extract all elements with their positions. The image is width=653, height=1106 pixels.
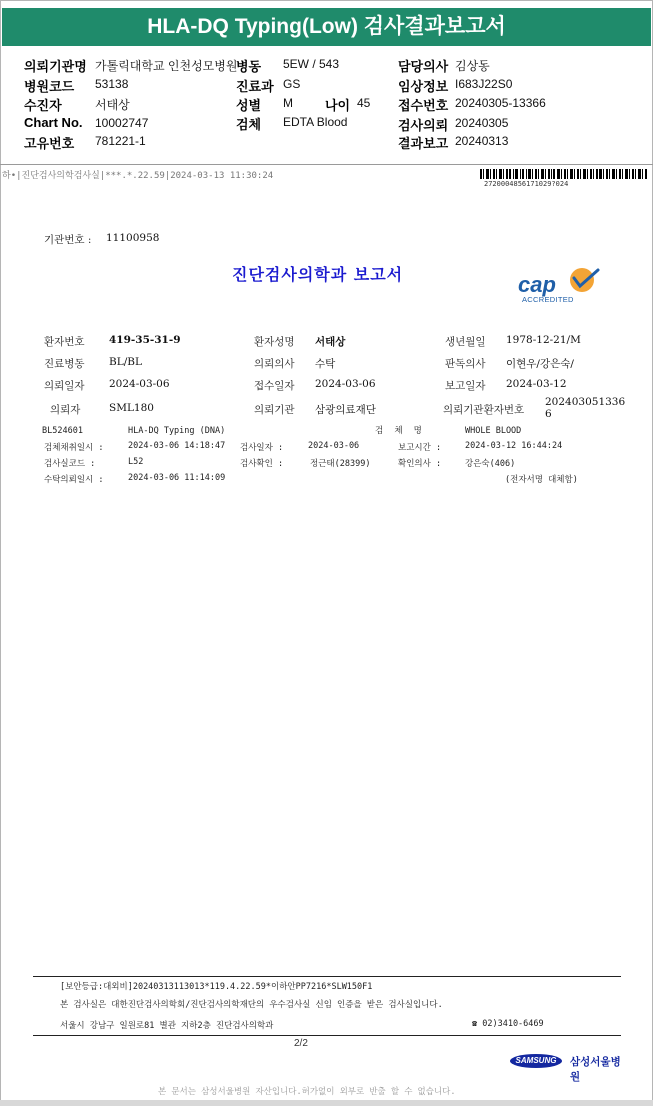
req-inst-no-label: 의뢰기관환자번호: [443, 404, 525, 416]
report-title: 진단검사의학과 보고서: [232, 265, 404, 284]
barcode-number: 2720004856171029?024: [484, 180, 569, 188]
institution-no-label: 기관번호 :: [44, 234, 92, 246]
confirm-label: 확인의사 :: [398, 459, 442, 469]
value-accession-no: 20240305-13366: [455, 96, 546, 110]
test-name: HLA-DQ Typing (DNA): [128, 426, 226, 436]
checker-label: 검사확인 :: [240, 459, 284, 469]
report-time: 2024-03-12 16:44:24: [465, 441, 563, 451]
collect-label: 검체채취일시 :: [44, 443, 104, 453]
label-result-report: 결과보고: [398, 136, 449, 151]
label-clinical-info: 임상정보: [398, 79, 449, 94]
samsung-hospital-name: 삼성서울병원: [570, 1056, 621, 1083]
value-test-request: 20240305: [455, 116, 509, 130]
value-specimen: EDTA Blood: [283, 115, 348, 129]
ward: BL/BL: [109, 356, 142, 368]
security-line: [보안등급:대외비]20240313113013*119.4.22.59*이하안PP7216*SLW150F1: [60, 982, 373, 992]
header-divider: [0, 164, 653, 165]
patient-name: 서태상: [315, 336, 346, 348]
value-attending-doctor: 김상동: [455, 59, 490, 73]
req-inst-no-line2: 6: [545, 408, 552, 420]
label-specimen: 검체: [236, 117, 262, 132]
barcode: [480, 168, 650, 180]
certification-note: 본 검사실은 대한진단검사의학회/진단검사의학재단의 우수검사실 신임 인증을 받은 검사실입니다.: [60, 1000, 443, 1010]
label-accession-no: 접수번호: [398, 98, 449, 113]
exam-date: 2024-03-06: [308, 441, 360, 451]
value-hospital-code: 53138: [95, 77, 129, 91]
patient-no-label: 환자번호: [44, 336, 85, 348]
req-inst-label: 의뢰기관: [254, 404, 295, 416]
value-age: 45: [357, 96, 371, 110]
value-unique-id: 781221-1: [95, 134, 146, 148]
samsung-wordmark: SAMSUNG: [510, 1054, 562, 1068]
consign: 2024-03-06 11:14:09: [128, 473, 226, 483]
value-result-report: 20240313: [455, 134, 509, 148]
cap-accredited-logo: [516, 266, 606, 306]
bottom-scrollbar-track[interactable]: [0, 1100, 653, 1106]
samsung-hospital-logo: [510, 1052, 622, 1083]
value-chart-no: 10002747: [95, 116, 149, 130]
page-number: 2/2: [294, 1038, 308, 1049]
patient-no: 419-35-31-9: [109, 334, 181, 346]
req-inst: 삼광의료재단: [315, 404, 376, 416]
consign-label: 수탁의뢰일시 :: [44, 475, 104, 485]
value-clinical-info: I683J22S0: [455, 77, 513, 91]
specimen: WHOLE BLOOD: [465, 426, 522, 436]
confirm: 강은숙(406): [465, 459, 516, 469]
specimen-label: 검 체 명: [375, 426, 425, 436]
label-age: 나이: [325, 98, 351, 113]
institution-no: 11100958: [106, 232, 160, 244]
lab-phone: ☎ 02)3410-6469: [472, 1019, 544, 1029]
value-sex: M: [283, 96, 293, 110]
label-test-request: 검사의뢰: [398, 118, 449, 133]
req-date: 2024-03-06: [109, 378, 170, 390]
test-code: BL524601: [42, 426, 83, 436]
requester: SML180: [109, 402, 154, 414]
value-department: GS: [283, 77, 301, 91]
footer-top-rule: [33, 976, 621, 977]
checker: 정근태(28399): [310, 459, 371, 469]
req-date-label: 의뢰일자: [44, 380, 85, 392]
label-department: 진료과: [236, 79, 274, 94]
collect: 2024-03-06 14:18:47: [128, 441, 226, 451]
label-chart-no: Chart No.: [24, 115, 83, 130]
label-unique-id: 고유번호: [24, 136, 75, 151]
value-patient: 서태상: [95, 98, 130, 112]
birth-label: 생년월일: [445, 336, 486, 348]
patient-name-label: 환자성명: [254, 336, 295, 348]
footer-bottom-rule: [33, 1035, 621, 1036]
report-time-label: 보고시간 :: [398, 443, 442, 453]
ward-label: 진료병동: [44, 358, 85, 370]
cap-accredited-text: ACCREDITED: [522, 295, 574, 304]
lab-code-label: 검사실코드 :: [44, 459, 96, 469]
report-date-label: 보고일자: [445, 380, 486, 392]
reader-label: 판독의사: [445, 358, 486, 370]
label-hospital-code: 병원코드: [24, 79, 75, 94]
label-sex: 성별: [236, 98, 262, 113]
requester-label: 의뢰자: [50, 404, 81, 416]
exam-date-label: 검사일자 :: [240, 443, 284, 453]
value-ward: 5EW / 543: [283, 57, 340, 71]
esign-note: (전자서명 대체함): [505, 475, 578, 485]
label-patient: 수진자: [24, 98, 62, 113]
cap-logo-text: cap: [518, 272, 556, 297]
lab-address: 서울시 강남구 일원로81 별관 지하2층 진단검사의학과: [60, 1021, 274, 1031]
label-attending-doctor: 담당의사: [398, 59, 449, 74]
report-date: 2024-03-12: [506, 378, 567, 390]
doctor-label: 의뢰의사: [254, 358, 295, 370]
label-requesting-institution: 의뢰기관명: [24, 59, 87, 74]
report-header-title: HLA-DQ Typing(Low) 검사결과보고서: [2, 8, 651, 46]
label-ward: 병동: [236, 59, 262, 74]
doctor: 수탁: [315, 358, 336, 370]
req-inst-no-line1: 202403051336: [545, 396, 626, 408]
value-requesting-institution: 가톨릭대학교 인천성모병원: [95, 59, 238, 73]
recv-date: 2024-03-06: [315, 378, 376, 390]
lab-code: L52: [128, 457, 144, 467]
reader: 이현우/강은숙/: [506, 358, 574, 370]
birth: 1978-12-21/M: [506, 334, 581, 346]
print-info: 하•|진단검사의학검사실|***.*.22.59|2024-03-13 11:30:24: [2, 171, 274, 181]
confidentiality-notice: 본 문서는 삼성서울병원 자산입니다.허가없이 외부로 반출 할 수 없습니다.: [158, 1087, 456, 1097]
recv-date-label: 접수일자: [254, 380, 295, 392]
